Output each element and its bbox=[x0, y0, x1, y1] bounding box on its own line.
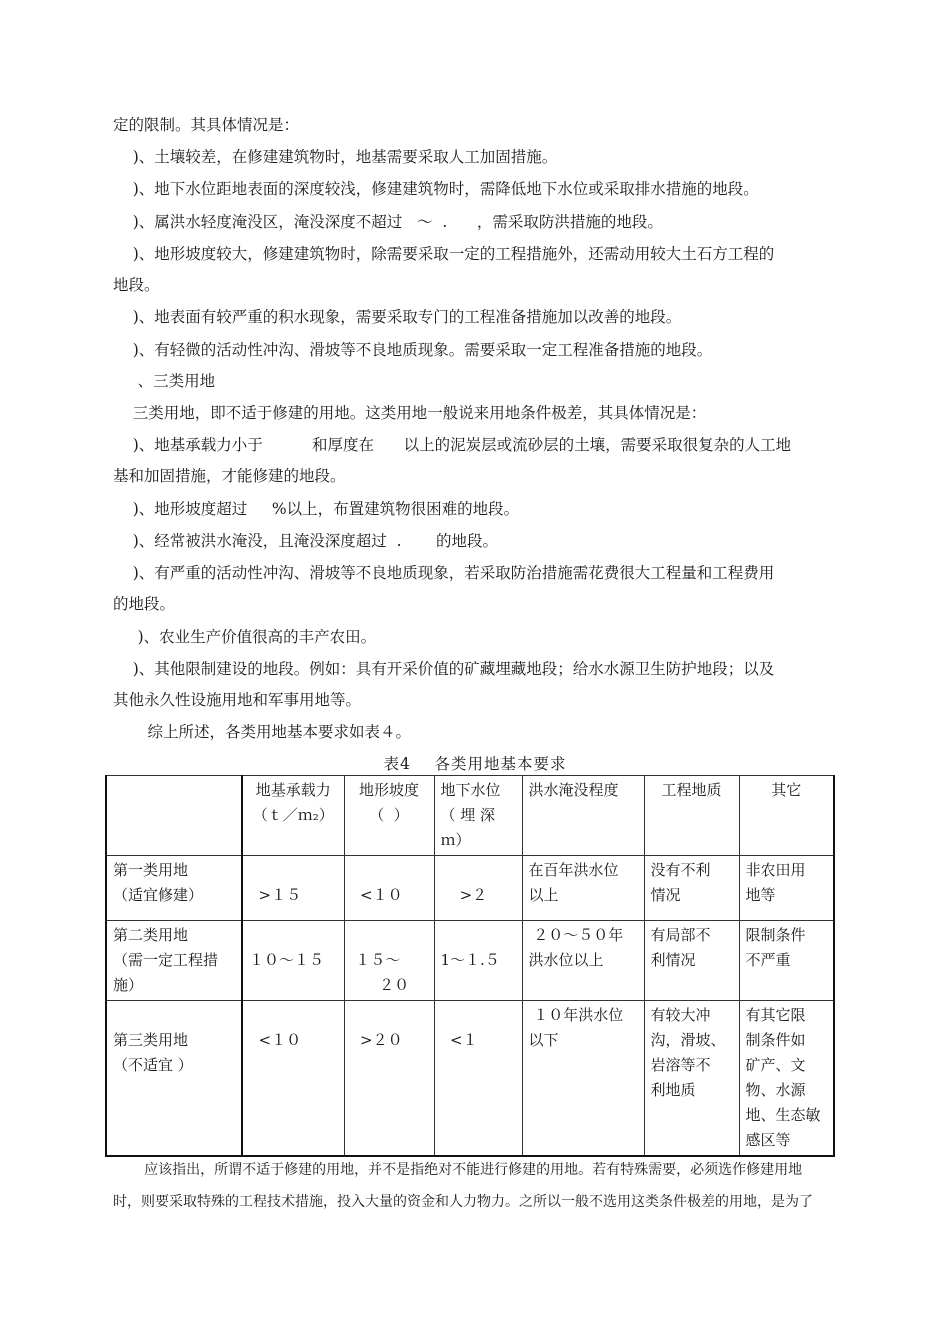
paragraph-line: )、土壤较差，在修建建筑物时，地基需要采取人工加固措施。 bbox=[113, 148, 558, 166]
paragraph-line: 应该指出，所谓不适于修建的用地，并不是指绝对不能进行修建的用地。若有特殊需要，必须选作修建用地 bbox=[113, 1162, 803, 1178]
paragraph-line: )、地表面有较严重的积水现象，需要采取专门的工程准备措施加以改善的地段。 bbox=[113, 308, 682, 326]
table-cell: 没有不利 情况 bbox=[644, 856, 739, 921]
paragraph-line: )、地基承载力小于 和厚度在 以上的泥炭层或流砂层的土壤，需要采取很复杂的人工地 bbox=[113, 436, 792, 454]
table-cell: 在百年洪水位 以上 bbox=[522, 856, 644, 921]
header-cell: 地下水位 （ 埋 深 ｍ） bbox=[434, 776, 522, 856]
table-cell: ２０～５０年 洪水位以上 bbox=[522, 921, 644, 1001]
table-cell: <１０ bbox=[242, 1001, 344, 1157]
table-caption: 表4 各类用地基本要求 bbox=[383, 755, 567, 773]
paragraph-line: )、有严重的活动性冲沟、滑坡等不良地质现象，若采取防治措施需花费很大工程量和工程费用 bbox=[113, 564, 775, 582]
table-cell: １０～１５ bbox=[242, 921, 344, 1001]
table-cell: >２ bbox=[434, 856, 522, 921]
table-cell: 1～１.５ bbox=[434, 921, 522, 1001]
table-cell: 第二类用地 （需一定工程措 施） bbox=[106, 921, 242, 1001]
table-cell: 有局部不 利情况 bbox=[644, 921, 739, 1001]
paragraph-line: 其他永久性设施用地和军事用地等。 bbox=[113, 691, 362, 709]
table-cell: 非农田用 地等 bbox=[739, 856, 834, 921]
paragraph-line: )、经常被洪水淹没，且淹没深度超过 . 的地段。 bbox=[113, 532, 499, 550]
table-cell: 有较大冲 沟，滑坡、 岩溶等不 利地质 bbox=[644, 1001, 739, 1157]
table-header-row bbox=[106, 776, 834, 856]
table-cell: 有其它限 制条件如 矿产、文 物、水源 地、生态敏 感区等 bbox=[739, 1001, 834, 1157]
paragraph-line: )、地下水位距地表面的深度较浅，修建建筑物时，需降低地下水位或采取排水措施的地段。 bbox=[113, 180, 759, 198]
header-cell: 地形坡度 （ ） bbox=[344, 776, 434, 856]
table-row bbox=[106, 921, 834, 1001]
header-cell: 洪水淹没程度 bbox=[522, 776, 644, 856]
table-cell: >２０ bbox=[344, 1001, 434, 1157]
paragraph-line: 地段。 bbox=[113, 276, 160, 294]
table-cell: 第一类用地 （适宜修建） bbox=[106, 856, 242, 921]
paragraph-line: )、地形坡度较大，修建建筑物时，除需要采取一定的工程措施外，还需动用较大土石方工程的 bbox=[113, 245, 775, 263]
land-requirements-table bbox=[105, 775, 835, 1157]
paragraph-line: )、有轻微的活动性冲沟、滑坡等不良地质现象。需要采取一定工程准备措施的地段。 bbox=[113, 341, 713, 359]
table-cell: 限制条件 不严重 bbox=[739, 921, 834, 1001]
paragraph-line: 定的限制。其具体情况是： bbox=[113, 116, 300, 134]
table-cell: >１５ bbox=[242, 856, 344, 921]
header-cell: 其它 bbox=[739, 776, 834, 856]
table-cell: 第三类用地 （不适宜 ） bbox=[106, 1001, 242, 1157]
table-row bbox=[106, 1001, 834, 1157]
paragraph-line: 时，则要采取特殊的工程技术措施，投入大量的资金和人力物力。之所以一般不选用这类条件极差的用地，是为了 bbox=[113, 1194, 813, 1210]
paragraph-line: 的地段。 bbox=[113, 595, 176, 613]
paragraph-line: )、农业生产价值很高的丰产农田。 bbox=[113, 628, 377, 646]
table-row bbox=[106, 856, 834, 921]
paragraph-line: )、其他限制建设的地段。例如：具有开采价值的矿藏埋藏地段；给水水源卫生防护地段；以及 bbox=[113, 660, 775, 678]
paragraph-line: )、属洪水轻度淹没区，淹没深度不超过 ～ . ，需采取防洪措施的地段。 bbox=[113, 213, 663, 231]
table-cell: １５～ ２０ bbox=[344, 921, 434, 1001]
paragraph-line: )、地形坡度超过 %以上，布置建筑物很困难的地段。 bbox=[113, 500, 520, 518]
table-cell: <１０ bbox=[344, 856, 434, 921]
header-cell: 工程地质 bbox=[644, 776, 739, 856]
table-cell: <１ bbox=[434, 1001, 522, 1157]
section-heading: 、三类用地 bbox=[113, 372, 216, 390]
paragraph-line: 基和加固措施，才能修建的地段。 bbox=[113, 467, 346, 485]
header-cell bbox=[106, 776, 242, 856]
table-cell: １０年洪水位 以下 bbox=[522, 1001, 644, 1157]
paragraph-line: 综上所述，各类用地基本要求如表４。 bbox=[113, 723, 411, 741]
paragraph-line: 三类用地，即不适于修建的用地。这类用地一般说来用地条件极差，其具体情况是： bbox=[113, 404, 707, 422]
header-cell: 地基承载力 （ｔ／ｍ₂） bbox=[242, 776, 344, 856]
